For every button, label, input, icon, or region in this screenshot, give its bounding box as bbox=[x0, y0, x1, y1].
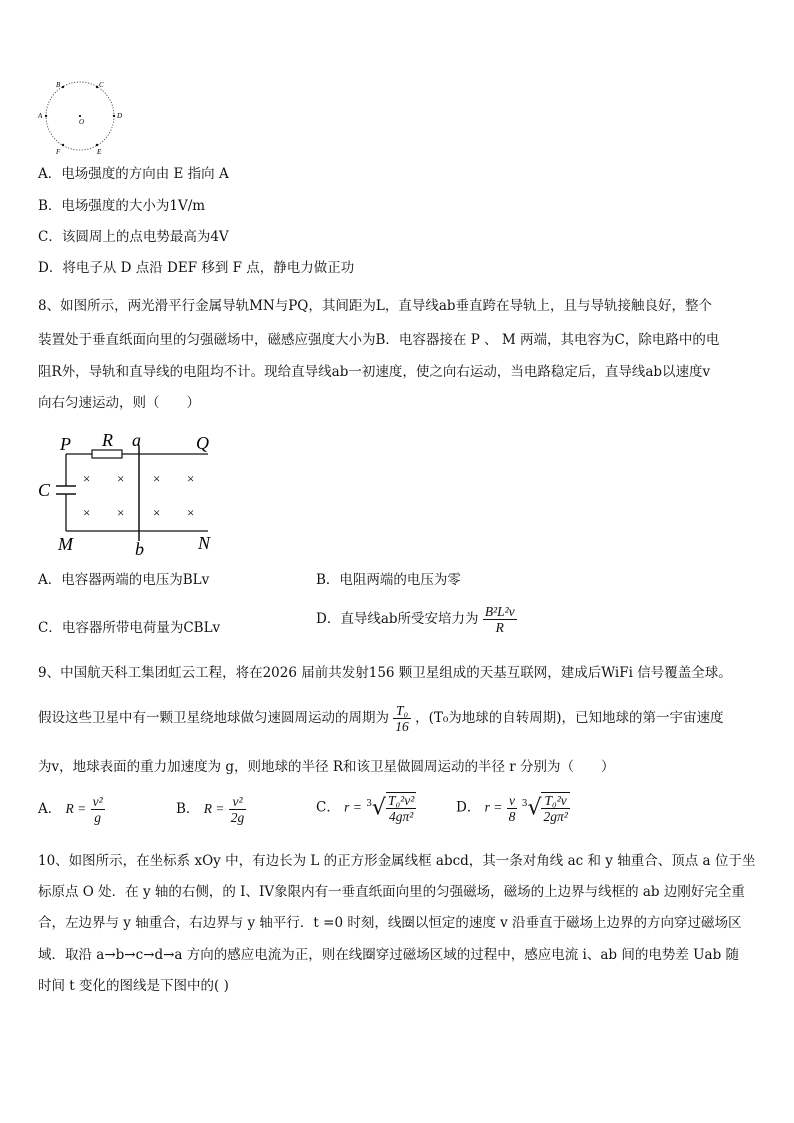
label-c: C bbox=[99, 81, 104, 89]
point-d bbox=[113, 115, 115, 117]
q9-line-3: 为v，地球表面的重力加速度为 g，则地球的半径 R和该卫星做圆周运动的半径 r 分别为（ ） bbox=[38, 759, 615, 775]
field-cross: × bbox=[117, 505, 125, 520]
q9-option-a bbox=[38, 794, 105, 825]
q9-period-fraction bbox=[393, 703, 411, 734]
point-e bbox=[96, 144, 98, 146]
q8-option-d bbox=[316, 604, 517, 635]
label-o: O bbox=[79, 118, 85, 126]
q9-line-2-prefix: 假设这些卫星中有一颗卫星绕地球做匀速圆周运动的周期为 bbox=[38, 710, 389, 726]
label-r: R bbox=[102, 430, 113, 450]
point-f bbox=[62, 144, 64, 146]
q9-option-b bbox=[176, 794, 246, 825]
option-label: C． bbox=[316, 799, 340, 816]
fraction-numerator: v bbox=[507, 793, 518, 809]
label-n: N bbox=[198, 533, 211, 553]
point-b bbox=[62, 86, 64, 88]
q7-option-d: D．将电子从 D 点沿 DEF 移到 F 点，静电力做正功 bbox=[38, 260, 355, 276]
fraction-numerator: T₀²v bbox=[541, 793, 569, 809]
radical-sign: √ bbox=[371, 795, 386, 821]
label-p: P bbox=[60, 434, 71, 454]
q9-option-c bbox=[316, 792, 416, 824]
q7-option-c: C．该圆周上的点电势最高为4V bbox=[38, 229, 229, 245]
option-label: A． bbox=[38, 801, 62, 817]
q10-line-3: 合，左边界与 y 轴重合，右边界与 y 轴平行．t =0 时刻，线圈以恒定的速度 v 沿垂直于磁场上边界的方向穿过磁场区 bbox=[38, 915, 742, 931]
fraction-numerator: T₀ bbox=[393, 703, 411, 719]
fraction-denominator: R bbox=[495, 620, 504, 635]
q8-option-d-fraction bbox=[483, 604, 517, 635]
center-point bbox=[79, 115, 81, 117]
fraction-numerator: B²L²v bbox=[484, 604, 515, 619]
label-f: F bbox=[56, 148, 61, 156]
q7-option-a: A．电场强度的方向由 E 指向 A bbox=[38, 166, 229, 182]
q8-line-3: 阻R外，导轨和直导线的电阻均不计。现给直导线ab一初速度，使之向右运动，当电路稳定后，直导线ab以速度v bbox=[38, 364, 711, 380]
field-cross: × bbox=[83, 471, 91, 486]
label-e: E bbox=[97, 148, 102, 156]
fraction-denominator: g bbox=[94, 810, 101, 825]
q9-line-1: 9、中国航天科工集团虹云工程，将在2026 届前共发射156 颗卫星组成的天基互联网，建成后WiFi 信号覆盖全球。 bbox=[38, 665, 732, 681]
field-cross: × bbox=[117, 471, 125, 486]
option-lhs: r = bbox=[484, 799, 503, 815]
q8-option-d-prefix: D．直导线ab所受安培力为 bbox=[316, 611, 479, 627]
fraction-denominator: 2gπ² bbox=[543, 809, 568, 824]
q7-option-b: B．电场强度的大小为1V/m bbox=[38, 198, 206, 214]
label-c: C bbox=[38, 480, 51, 500]
point-a bbox=[45, 115, 47, 117]
fraction-numerator: v² bbox=[229, 794, 247, 810]
label-m: M bbox=[58, 534, 73, 554]
option-fraction bbox=[91, 794, 105, 825]
field-cross: × bbox=[83, 505, 91, 520]
q10-line-2: 标原点 O 处．在 y 轴的右侧，的 I、IV象限内有一垂直纸面向里的匀强磁场，磁场的上边界与线框的 ab 边刚好完全重 bbox=[38, 884, 745, 900]
field-cross: × bbox=[187, 471, 195, 486]
q10-line-5: 时间 t 变化的图线是下图中的( ) bbox=[38, 978, 229, 994]
q9-line-2 bbox=[38, 703, 724, 734]
label-d: D bbox=[117, 112, 123, 120]
q9-option-d bbox=[456, 792, 570, 824]
option-fraction bbox=[541, 792, 569, 824]
root-index: 3 bbox=[521, 799, 528, 809]
q8-line-2: 装置处于垂直纸面向里的匀强磁场中，磁感应强度大小为B．电容器接在 P 、 M 两端，其电容为C，除电路中的电 bbox=[38, 332, 720, 348]
fraction-denominator: 8 bbox=[508, 808, 516, 824]
label-b: B bbox=[56, 81, 61, 89]
point-c bbox=[96, 86, 98, 88]
label-q: Q bbox=[196, 433, 209, 453]
q8-option-c: C．电容器所带电荷量为CBLv bbox=[38, 620, 221, 636]
radical-sign: √ bbox=[527, 795, 542, 821]
option-coefficient bbox=[507, 793, 518, 824]
q8-line-4: 向右匀速运动，则（ ） bbox=[38, 395, 200, 411]
field-cross: × bbox=[153, 471, 161, 486]
fraction-numerator: v² bbox=[92, 794, 103, 809]
q7-circle-figure bbox=[34, 78, 134, 158]
resistor bbox=[92, 450, 122, 458]
option-lhs: r = bbox=[344, 799, 362, 815]
option-label: D． bbox=[456, 799, 481, 816]
option-lhs: R = bbox=[65, 801, 87, 816]
label-b: b bbox=[135, 539, 144, 558]
q8-option-b: B．电阻两端的电压为零 bbox=[316, 572, 461, 588]
fraction-numerator: T₀²v² bbox=[387, 793, 415, 808]
field-cross: × bbox=[187, 505, 195, 520]
option-label: B． bbox=[176, 801, 200, 817]
fraction-denominator: 4gπ² bbox=[388, 809, 414, 824]
q8-circuit-figure bbox=[36, 428, 226, 558]
field-cross: × bbox=[153, 505, 161, 520]
q10-line-4: 域．取沿 a→b→c→d→a 方向的感应电流为正，则在线圈穿过磁场区域的过程中，感应电流 i、ab 间的电势差 Uab 随 bbox=[38, 947, 740, 963]
label-a: A bbox=[38, 112, 43, 120]
q8-option-a: A．电容器两端的电压为BLv bbox=[38, 572, 210, 588]
root-index: 3 bbox=[366, 799, 372, 809]
fraction-denominator: 2g bbox=[230, 810, 245, 825]
label-a: a bbox=[132, 430, 141, 450]
fraction-denominator: 16 bbox=[395, 719, 409, 734]
option-fraction bbox=[229, 794, 247, 825]
option-lhs: R = bbox=[203, 801, 225, 816]
q8-line-1: 8、如图所示，两光滑平行金属导轨MN与PQ，其间距为L，直导线ab垂直跨在导轨上，且与导轨接触良好，整个 bbox=[38, 298, 713, 314]
q9-line-2-suffix: ，(T₀为地球的自转周期)，已知地球的第一宇宙速度 bbox=[415, 710, 724, 726]
option-fraction bbox=[386, 792, 416, 824]
q10-line-1: 10、如图所示，在坐标系 xOy 中，有边长为 L 的正方形金属线框 abcd，其一条对角线 ac 和 y 轴重合、顶点 a 位于坐 bbox=[38, 853, 756, 869]
